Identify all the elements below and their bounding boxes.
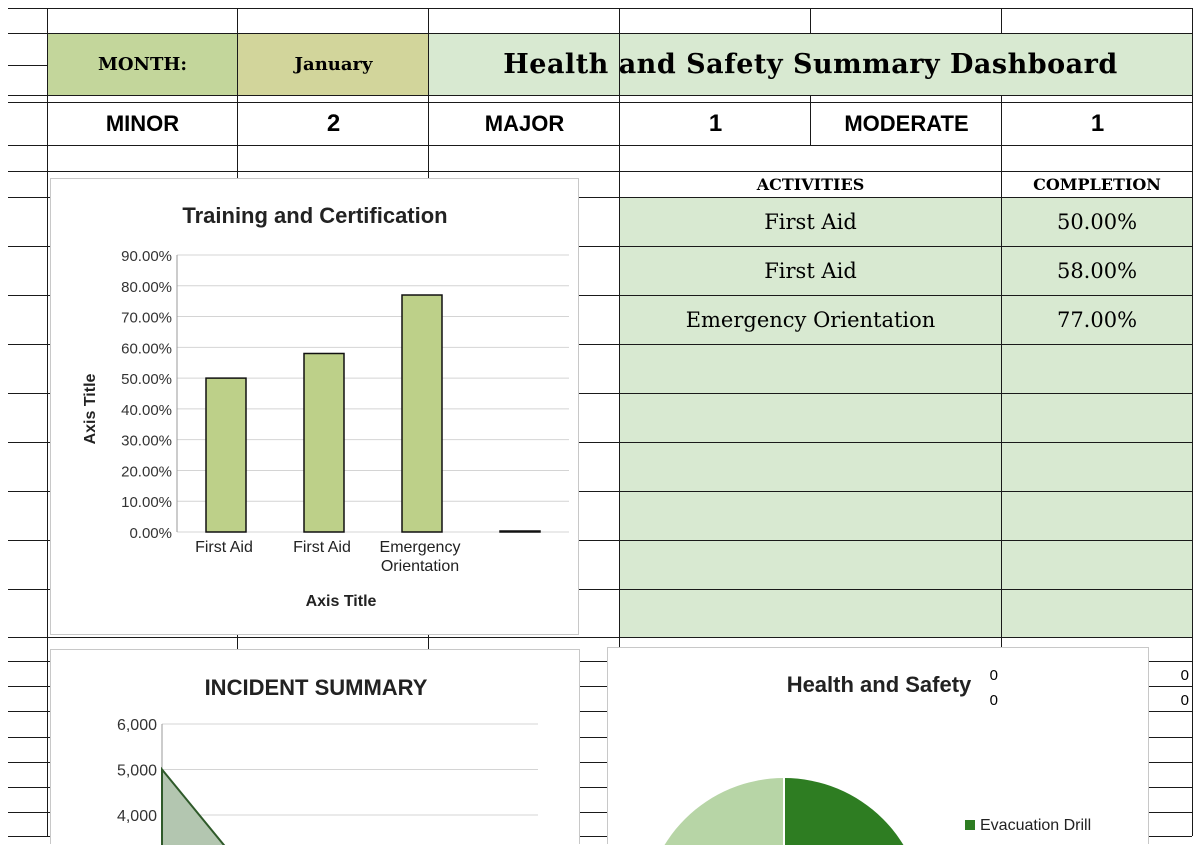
y-tick-label: 60.00% xyxy=(121,340,172,358)
health-safety-chart[interactable] xyxy=(607,647,1149,844)
y-tick-label: 4,000 xyxy=(116,808,157,825)
major-value[interactable]: 1 xyxy=(708,110,723,137)
health-safety-svg xyxy=(608,648,1150,845)
completion-header: COMPLETION xyxy=(1033,175,1161,194)
y-tick-label: 10.00% xyxy=(121,494,172,512)
y-tick-label: 20.00% xyxy=(121,463,172,481)
bar[interactable] xyxy=(304,353,344,532)
health-safety-title: Health and Safety xyxy=(786,672,972,697)
completion-cell[interactable]: 58.00% xyxy=(1056,259,1138,283)
bar[interactable] xyxy=(402,295,442,532)
y-axis-title: Axis Title xyxy=(82,373,99,445)
zero-value-cell[interactable]: 0 xyxy=(1180,666,1189,684)
x-tick-label: First Aid xyxy=(293,539,351,556)
y-tick-label: 6,000 xyxy=(116,717,157,734)
activity-cell[interactable]: Emergency Orientation xyxy=(685,308,936,332)
activities-header: ACTIVITIES xyxy=(756,175,865,194)
x-tick-label: Emergency xyxy=(379,539,461,556)
minor-label: MINOR xyxy=(105,111,180,136)
major-label: MAJOR xyxy=(484,111,565,136)
training-chart-svg xyxy=(51,179,580,636)
zero-value-cell[interactable]: 0 xyxy=(989,666,998,684)
legend-label: Evacuation Drill xyxy=(980,817,1092,834)
activity-cell[interactable]: First Aid xyxy=(764,259,857,283)
bar[interactable] xyxy=(500,531,540,532)
y-tick-label: 5,000 xyxy=(116,762,157,780)
month-value[interactable]: January xyxy=(294,54,373,75)
pie-slice-light xyxy=(644,778,784,845)
x-axis-title: Axis Title xyxy=(305,593,377,610)
zero-value-cell[interactable]: 0 xyxy=(1180,691,1189,709)
zero-value-cell[interactable]: 0 xyxy=(989,691,998,709)
bar[interactable] xyxy=(206,378,246,532)
minor-value[interactable]: 2 xyxy=(326,110,341,137)
incident-area xyxy=(162,770,228,846)
incident-summary-chart[interactable] xyxy=(50,649,580,844)
y-tick-label: 40.00% xyxy=(121,401,172,419)
activity-cell[interactable]: First Aid xyxy=(764,210,857,234)
completion-cell[interactable]: 50.00% xyxy=(1056,210,1138,234)
legend-swatch-icon xyxy=(965,820,975,830)
moderate-label: MODERATE xyxy=(844,111,969,136)
pie-slice-dark xyxy=(784,778,924,845)
completion-cell[interactable]: 77.00% xyxy=(1056,308,1138,332)
y-tick-label: 0.00% xyxy=(129,525,172,542)
y-tick-label: 30.00% xyxy=(121,432,172,450)
incident-summary-title: INCIDENT SUMMARY xyxy=(204,675,428,700)
incident-summary-svg xyxy=(51,650,581,845)
x-tick-label: Orientation xyxy=(380,558,460,575)
training-chart[interactable] xyxy=(50,178,579,635)
x-tick-label: First Aid xyxy=(195,539,253,556)
moderate-value[interactable]: 1 xyxy=(1090,110,1105,137)
y-tick-label: 80.00% xyxy=(121,278,172,296)
dashboard-title: Health and Safety Summary Dashboard xyxy=(503,49,1118,80)
y-tick-label: 90.00% xyxy=(121,248,172,265)
y-tick-label: 70.00% xyxy=(121,309,172,327)
y-tick-label: 50.00% xyxy=(121,371,172,389)
training-chart-title: Training and Certification xyxy=(182,203,448,228)
month-label: MONTH: xyxy=(97,54,188,75)
